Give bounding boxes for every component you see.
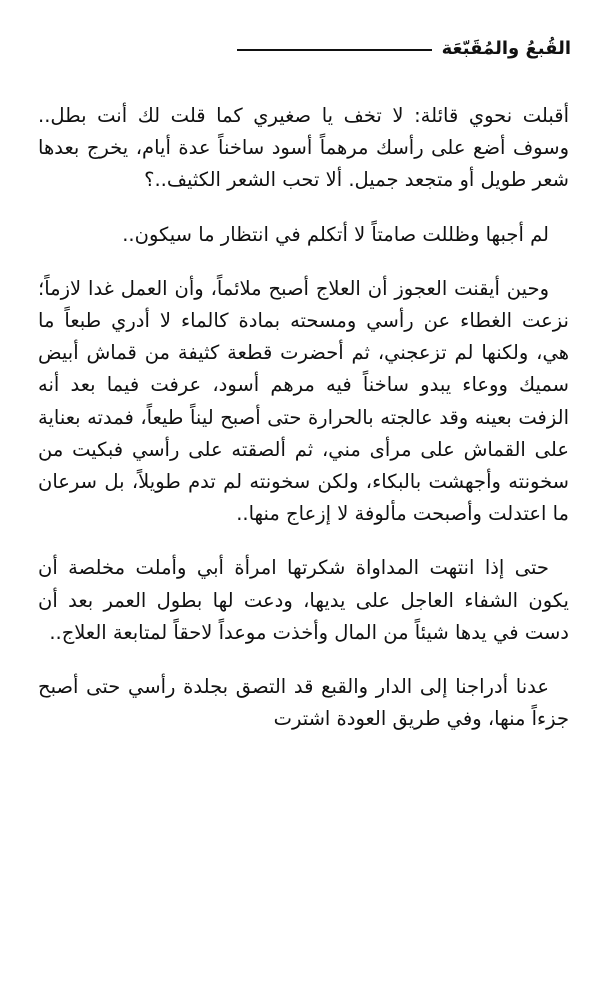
- paragraph-3: وحين أيقنت العجوز أن العلاج أصبح ملائماً، وأن العمل غدا لازماً؛ نزعت الغطاء عن رأسي ومسحته بمادة كالماء لا أدري طبعاً ما هي، ولكنها لم تزعجني، ثم أحضرت قطعة كثيفة من قماش أبيض سميك ووعاء يبدو ساخناً فيه مرهم أسود، عرفت فيما بعد أنه الزفت بعينه وقد عالجته بالحرارة حتى أصبح ليناً طيعاً، فمدته بعناية على القماش على مرأى مني، ثم ألصقته على رأسي فبكيت من سخونته وأجهشت بالبكاء، ولكن سخونته لم تدم طويلاً، بل سرعان ما اعتدلت وأصبحت مألوفة لا إزعاج منها..: [38, 276, 569, 526]
- paragraph-2: لم أجبها وظللت صامتاً لا أتكلم في انتظار ما سيكون..: [122, 222, 549, 246]
- header-rule: [237, 49, 432, 51]
- paragraph-1: أقبلت نحوي قائلة: لا تخف يا صغيري كما قلت لك أنت بطل.. وسوف أضع على رأسك مرهماً أسود ساخناً عدة أيام، يخرج بعدها شعر طويل أو متجعد جميل. ألا تحب الشعر الكثيف..؟: [38, 104, 569, 192]
- body-text: [38, 100, 569, 757]
- running-title: القُبعُ والمُقَبّعَة: [441, 37, 571, 59]
- paragraph-4: حتى إذا انتهت المداواة شكرتها امرأة أبي وأملت مخلصة أن يكون الشفاء العاجل على يديها، ودعت لها بطول العمر بعد أن دست في يدها شيئاً من المال وأخذت موعداً لاحقاً لمتابعة العلاج..: [38, 556, 569, 644]
- running-header: [36, 34, 571, 62]
- paragraph-5: عدنا أدراجنا إلى الدار والقبع قد التصق بجلدة رأسي حتى أصبح جزءاً منها، وفي طريق العودة اشترت: [38, 675, 569, 731]
